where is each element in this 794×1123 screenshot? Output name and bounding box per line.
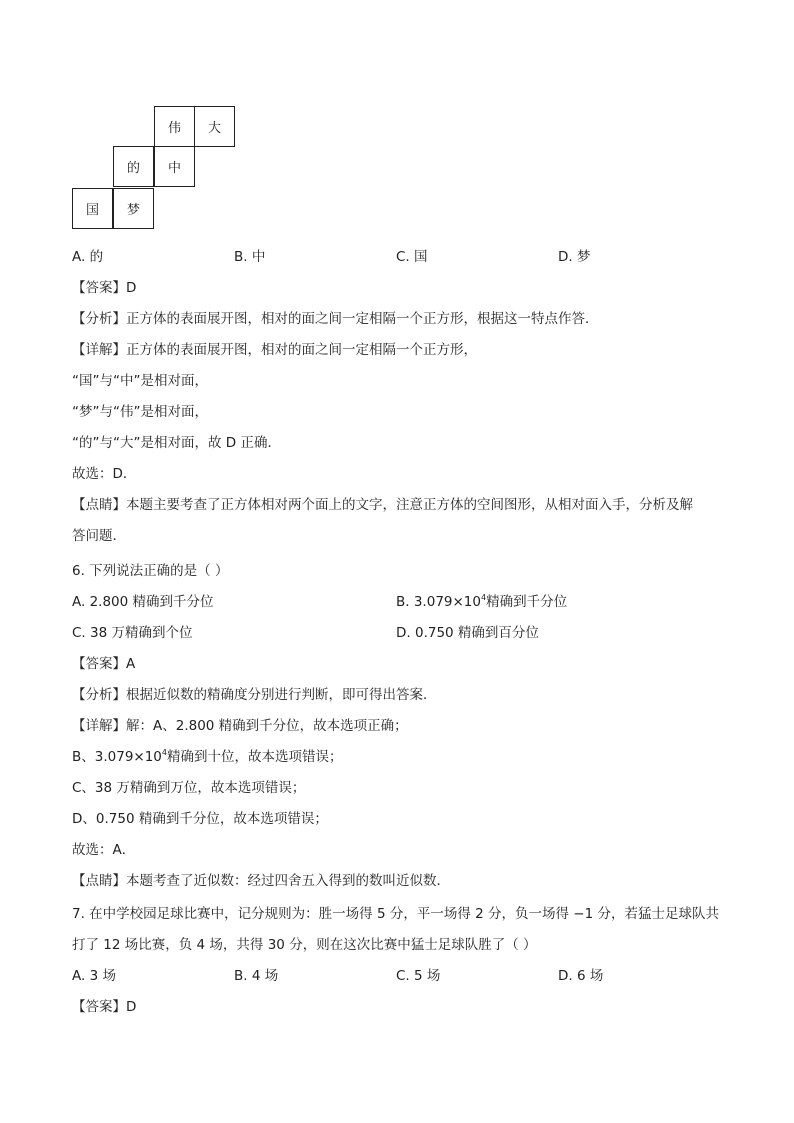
q6-detail-2-suffix: 精确到十位，故本选项错误； [167, 749, 343, 765]
net-face-guo: 国 [72, 188, 113, 229]
net-face-da: 大 [194, 106, 235, 147]
net-face-meng: 梦 [113, 188, 154, 229]
q6-option-b-exponent: 4 [480, 593, 487, 602]
q5-option-d: D. 梦 [558, 249, 591, 265]
q5-comment-line-2: 答问题． [72, 528, 126, 544]
q7-stem-line-2: 打了 12 场比赛，负 4 场，共得 30 分，则在这次比赛中猛士足球队胜了（ ） [72, 937, 537, 953]
q7-answer: 【答案】D [72, 999, 137, 1015]
q6-choose: 故选：A． [72, 842, 136, 858]
q6-detail-line-2 [72, 747, 343, 767]
q5-option-a: A. 的 [72, 249, 104, 265]
q5-comment-line-1: 【点睛】本题主要考查了正方体相对两个面上的文字，注意正方体的空间图形，从相对面入手，分析及解 [72, 497, 693, 513]
q6-detail-line-4: D、0.750 精确到千分位，故本选项错误； [72, 811, 328, 827]
net-face-zhong: 中 [154, 146, 195, 187]
q6-detail-line-3: C、38 万精确到万位，故本选项错误； [72, 780, 306, 796]
q5-detail-line-4: “的”与“大”是相对面，故 D 正确． [72, 435, 281, 451]
q7-option-c: C. 5 场 [396, 968, 441, 984]
q6-option-d: D. 0.750 精确到百分位 [396, 625, 539, 641]
q7-option-a: A. 3 场 [72, 968, 116, 984]
q5-answer: 【答案】D [72, 280, 137, 296]
q6-option-b-suffix: 精确到千分位 [486, 594, 568, 610]
q6-answer: 【答案】A [72, 656, 136, 672]
q5-detail-line-3: “梦”与“伟”是相对面， [72, 404, 208, 420]
q5-choose: 故选：D． [72, 466, 137, 482]
q5-option-b: B. 中 [234, 249, 266, 265]
q6-detail-2-exponent: 4 [161, 748, 167, 757]
q6-comment: 【点睛】本题考查了近似数：经过四舍五入得到的数叫近似数． [72, 873, 450, 889]
q6-option-b [396, 592, 567, 612]
cube-net-figure [72, 106, 242, 236]
q6-detail-line-1: 【详解】解：A、2.800 精确到千分位，故本选项正确； [72, 718, 408, 734]
net-face-de: 的 [113, 146, 154, 187]
q6-stem: 6. 下列说法正确的是（ ） [72, 563, 229, 579]
q7-stem-line-1: 7. 在中学校园足球比赛中，记分规则为：胜一场得 5 分，平一场得 2 分，负一场得 −1 分，若猛士足球队共 [72, 906, 719, 922]
q5-analysis: 【分析】正方体的表面展开图，相对的面之间一定相隔一个正方形，根据这一特点作答． [72, 311, 599, 327]
q7-option-d: D. 6 场 [558, 968, 604, 984]
q6-detail-2-prefix: B、3.079×10 [72, 749, 162, 765]
q7-option-b: B. 4 场 [234, 968, 279, 984]
q6-option-c: C. 38 万精确到个位 [72, 625, 193, 641]
q5-detail-line-2: “国”与“中”是相对面， [72, 373, 208, 389]
net-face-wei: 伟 [154, 106, 195, 147]
q6-option-a: A. 2.800 精确到千分位 [72, 594, 214, 610]
q5-option-c: C. 国 [396, 249, 428, 265]
q6-analysis: 【分析】根据近似数的精确度分别进行判断，即可得出答案． [72, 687, 437, 703]
q6-option-b-prefix: B. 3.079×10 [396, 594, 481, 610]
q5-detail-line-1: 【详解】正方体的表面展开图，相对的面之间一定相隔一个正方形， [72, 342, 477, 358]
